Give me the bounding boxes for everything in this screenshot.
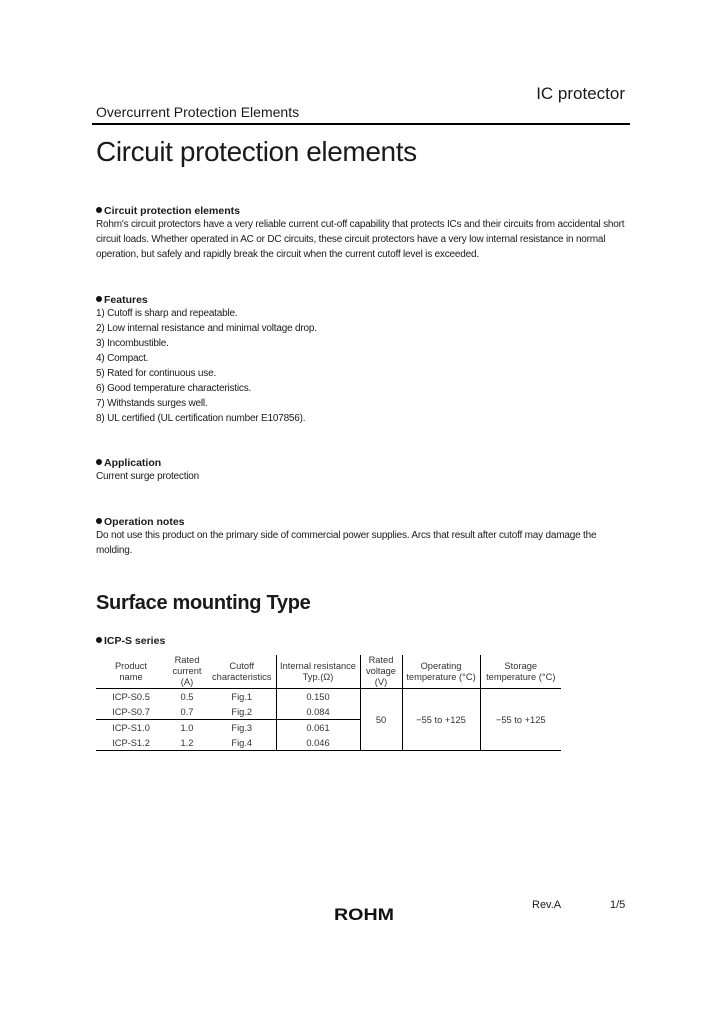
category-label: IC protector xyxy=(536,84,625,103)
feature-item: 2) Low internal resistance and minimal voltage drop. xyxy=(96,323,317,334)
page-title: Circuit protection elements xyxy=(96,136,417,167)
notes-heading: Operation notes xyxy=(96,516,626,528)
header-operating: Operating temperature (°C) xyxy=(402,655,480,689)
cell-cutoff: Fig.1 xyxy=(231,691,253,702)
cell-resistance: 0.150 xyxy=(276,689,360,705)
feature-item: 1) Cutoff is sharp and repeatable. xyxy=(96,308,238,319)
page-number: 1/5 xyxy=(610,899,626,911)
cell-storage: −55 to +125 xyxy=(480,689,561,751)
feature-item: 6) Good temperature characteristics. xyxy=(96,383,252,394)
cell-resistance: 0.046 xyxy=(276,735,360,751)
header-current: Rated current (A) xyxy=(166,655,208,689)
application-heading: Application xyxy=(96,457,626,469)
subject-label: Overcurrent Protection Elements xyxy=(96,104,300,120)
feature-item: 3) Incombustible. xyxy=(96,338,169,349)
cell-cutoff: Fig.2 xyxy=(208,704,276,720)
cell-resistance: 0.084 xyxy=(276,704,360,720)
cell-voltage: 50 xyxy=(360,689,402,751)
header-cutoff: Cutoff characteristics xyxy=(208,655,276,689)
cell-product: ICP-S1.0 xyxy=(112,722,150,733)
intro-section xyxy=(96,205,626,262)
application-section xyxy=(96,457,626,484)
notes-text: Do not use this product on the primary side of commercial power supplies. Arcs that result after cutoff may damage the molding. xyxy=(96,530,597,556)
header-voltage: Rated voltage (V) xyxy=(360,655,402,689)
logo-text: ROHM xyxy=(334,905,394,924)
cell-cutoff: Fig.3 xyxy=(231,722,253,733)
cell-operating: −55 to +125 xyxy=(402,689,480,751)
cell-product: ICP-S0.5 xyxy=(112,691,150,702)
features-section xyxy=(96,294,626,426)
feature-item: 7) Withstands surges well. xyxy=(96,398,208,409)
table-row xyxy=(96,689,561,705)
table-header-row xyxy=(96,655,561,689)
cell-current: 1.0 xyxy=(180,722,194,733)
cell-current: 0.7 xyxy=(166,704,208,720)
intro-heading: Circuit protection elements xyxy=(96,205,626,217)
feature-item: 8) UL certified (UL certification number E107856). xyxy=(96,413,306,424)
spec-table xyxy=(96,655,561,751)
header-resistance: Internal resistance Typ.(Ω) xyxy=(276,655,360,689)
cell-product: ICP-S0.7 xyxy=(96,704,166,720)
bullet-icon xyxy=(96,459,102,465)
bullet-icon xyxy=(96,518,102,524)
rohm-logo-icon xyxy=(332,904,396,924)
cell-current: 1.2 xyxy=(166,735,208,751)
feature-item: 4) Compact. xyxy=(96,353,149,364)
features-heading: Features xyxy=(96,294,626,306)
bullet-icon xyxy=(96,207,102,213)
series-heading: ICP-S series xyxy=(96,635,165,647)
header-rule xyxy=(92,123,630,125)
cell-cutoff: Fig.4 xyxy=(208,735,276,751)
feature-item: 5) Rated for continuous use. xyxy=(96,368,217,379)
header-product: Product name xyxy=(96,655,166,689)
header-storage: Storage temperature (°C) xyxy=(480,655,561,689)
revision-label: Rev.A xyxy=(532,899,562,911)
application-text: Current surge protection xyxy=(96,471,200,482)
cell-resistance: 0.061 xyxy=(276,720,360,736)
surface-heading: Surface mounting Type xyxy=(96,592,311,614)
cell-product: ICP-S1.2 xyxy=(96,735,166,751)
notes-section xyxy=(96,516,626,558)
bullet-icon xyxy=(96,637,102,643)
intro-text: Rohm's circuit protectors have a very reliable current cut-off capability that protects ICs and their circuits from accidental short circuit loads. Whether operated in AC or DC circuits, these circuit protectors have a very low internal resistance in normal operation, but safely and rapidly break the circuit when the current cutoff level is exceeded. xyxy=(96,219,625,260)
cell-current: 0.5 xyxy=(180,691,194,702)
bullet-icon xyxy=(96,296,102,302)
